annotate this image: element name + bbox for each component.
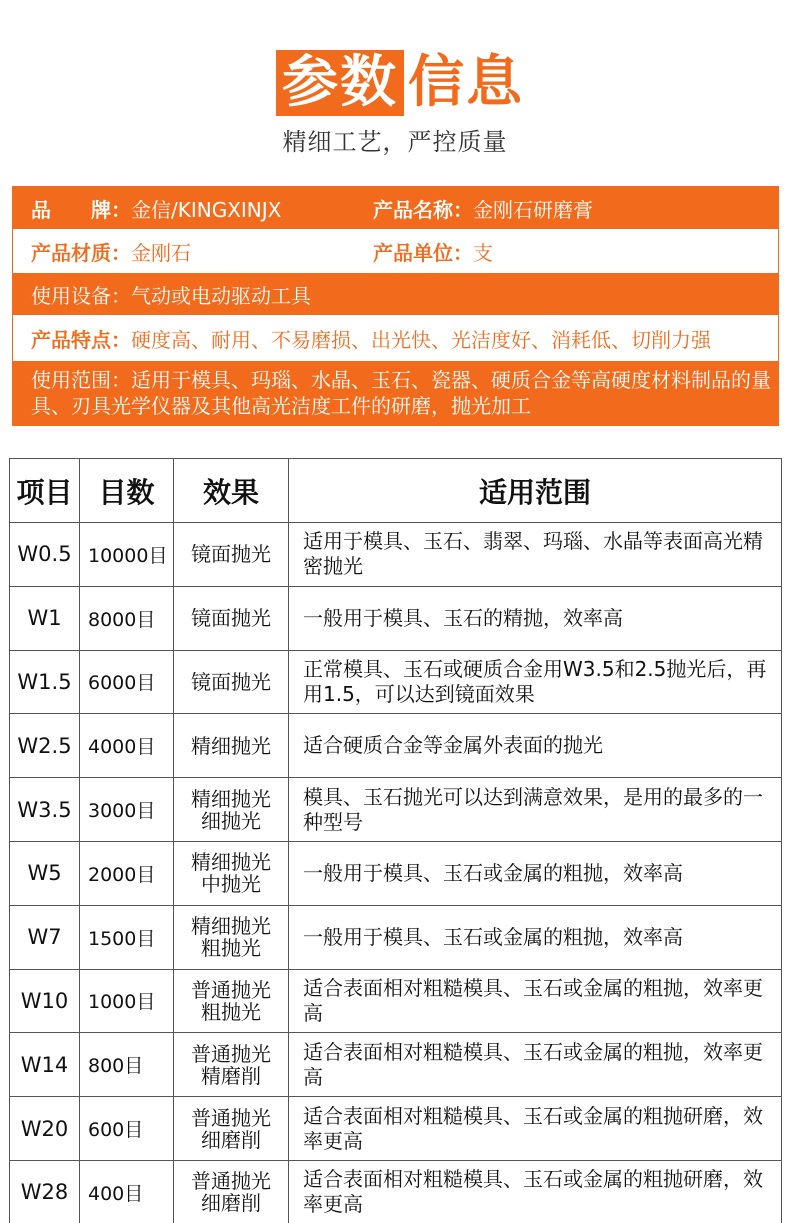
table-body xyxy=(10,523,782,1223)
table-row xyxy=(10,905,782,969)
cell-effect xyxy=(174,841,289,905)
header-effect: 效果 xyxy=(174,459,289,523)
spec-table xyxy=(9,458,782,1223)
cell-item: W20 xyxy=(10,1097,80,1161)
info-row-scope xyxy=(13,361,778,426)
cell-scope: 适合表面相对粗糙模具、玉石或金属的粗抛研磨，效率更高 xyxy=(289,1097,782,1161)
cell-effect xyxy=(174,1033,289,1097)
cell-scope: 适合表面相对粗糙模具、玉石或金属的粗抛研磨，效率更高 xyxy=(289,1160,782,1223)
page-title xyxy=(0,50,790,116)
effect-line: 镜面抛光 xyxy=(191,542,271,567)
cell-mesh: 8000目 xyxy=(80,586,174,650)
cell-mesh: 2000目 xyxy=(80,841,174,905)
info-row-material xyxy=(13,229,778,273)
effect-line: 精细抛光 xyxy=(191,850,271,875)
table-header-row xyxy=(10,459,782,523)
info-row-features xyxy=(13,315,778,361)
cell-scope: 适合表面相对粗糙模具、玉石或金属的粗抛，效率更高 xyxy=(289,969,782,1033)
table-row xyxy=(10,1097,782,1161)
effect-line: 精细抛光 xyxy=(191,914,271,939)
effect-line: 精磨削 xyxy=(201,1063,261,1088)
table-row xyxy=(10,523,782,587)
header-item: 项目 xyxy=(10,459,80,523)
table-row xyxy=(10,1160,782,1223)
cell-effect xyxy=(174,778,289,842)
cell-item: W14 xyxy=(10,1033,80,1097)
cell-mesh: 400目 xyxy=(80,1160,174,1223)
cell-scope: 一般用于模具、玉石或金属的粗抛，效率高 xyxy=(289,905,782,969)
effect-line: 粗抛光 xyxy=(201,999,261,1024)
cell-mesh: 4000目 xyxy=(80,714,174,778)
cell-item: W5 xyxy=(10,841,80,905)
cell-effect xyxy=(174,714,289,778)
cell-scope: 一般用于模具、玉石的精抛，效率高 xyxy=(289,586,782,650)
info-row-brand xyxy=(13,187,778,229)
cell-item: W0.5 xyxy=(10,523,80,587)
material-value: 金刚石 xyxy=(131,240,191,265)
effect-line: 精细抛光 xyxy=(191,786,271,811)
cell-mesh: 10000目 xyxy=(80,523,174,587)
scope-label: 使用范围： xyxy=(31,368,131,392)
cell-effect xyxy=(174,905,289,969)
info-row-equipment xyxy=(13,273,778,315)
effect-line: 中抛光 xyxy=(201,872,261,897)
cell-item: W1 xyxy=(10,586,80,650)
cell-scope: 一般用于模具、玉石或金属的粗抛，效率高 xyxy=(289,841,782,905)
cell-scope: 适用于模具、玉石、翡翠、玛瑙、水晶等表面高光精密抛光 xyxy=(289,523,782,587)
product-name-value: 金刚石研磨膏 xyxy=(473,197,593,222)
brand-label: 品 牌： xyxy=(31,197,131,222)
cell-effect xyxy=(174,969,289,1033)
cell-mesh: 800目 xyxy=(80,1033,174,1097)
effect-line: 普通抛光 xyxy=(191,1169,271,1194)
table-row xyxy=(10,778,782,842)
cell-effect xyxy=(174,523,289,587)
equipment-value: 气动或电动驱动工具 xyxy=(131,283,311,308)
table-row xyxy=(10,714,782,778)
scope-value: 适用于模具、玛瑙、水晶、玉石、瓷器、硬质合金等高硬度材料制品的量具、刃具光学仪器及其他高光洁度工件的研磨，抛光加工 xyxy=(31,368,771,418)
effect-line: 镜面抛光 xyxy=(191,669,271,694)
title-highlight-text: 参数 xyxy=(282,50,398,115)
header-mesh: 目数 xyxy=(80,459,174,523)
cell-scope: 适合表面相对粗糙模具、玉石或金属的粗抛，效率更高 xyxy=(289,1033,782,1097)
unit-label: 产品单位： xyxy=(373,240,473,265)
effect-line: 普通抛光 xyxy=(191,1105,271,1130)
cell-mesh: 3000目 xyxy=(80,778,174,842)
brand-value: 金信/KINGXINJX xyxy=(131,197,282,222)
cell-effect xyxy=(174,1160,289,1223)
material-label: 产品材质： xyxy=(31,240,131,265)
effect-line: 细磨削 xyxy=(201,1191,261,1216)
cell-mesh: 6000目 xyxy=(80,650,174,714)
effect-line: 普通抛光 xyxy=(191,977,271,1002)
cell-item: W28 xyxy=(10,1160,80,1223)
cell-effect xyxy=(174,1097,289,1161)
product-info-panel xyxy=(12,186,779,426)
title-rest-text: 信息 xyxy=(408,50,524,115)
features-value: 硬度高、耐用、不易磨损、出光快、光洁度好、消耗低、切削力强 xyxy=(131,327,711,352)
cell-effect xyxy=(174,650,289,714)
effect-line: 粗抛光 xyxy=(201,936,261,961)
page-subtitle: 精细工艺，严控质量 xyxy=(282,128,508,156)
effect-line: 细磨削 xyxy=(201,1127,261,1152)
unit-value: 支 xyxy=(473,240,493,265)
table-row xyxy=(10,1033,782,1097)
cell-scope: 模具、玉石抛光可以达到满意效果，是用的最多的一种型号 xyxy=(289,778,782,842)
cell-mesh: 1500目 xyxy=(80,905,174,969)
cell-item: W7 xyxy=(10,905,80,969)
product-name-label: 产品名称： xyxy=(373,197,473,222)
header-scope: 适用范围 xyxy=(289,459,782,523)
effect-line: 精细抛光 xyxy=(191,733,271,758)
table-row xyxy=(10,650,782,714)
cell-item: W3.5 xyxy=(10,778,80,842)
equipment-label: 使用设备： xyxy=(31,283,131,308)
cell-mesh: 1000目 xyxy=(80,969,174,1033)
cell-scope: 适合硬质合金等金属外表面的抛光 xyxy=(289,714,782,778)
cell-effect xyxy=(174,586,289,650)
effect-line: 镜面抛光 xyxy=(191,606,271,631)
cell-scope: 正常模具、玉石或硬质合金用W3.5和2.5抛光后，再用1.5，可以达到镜面效果 xyxy=(289,650,782,714)
table-row xyxy=(10,841,782,905)
effect-line: 普通抛光 xyxy=(191,1041,271,1066)
cell-mesh: 600目 xyxy=(80,1097,174,1161)
effect-line: 细抛光 xyxy=(201,808,261,833)
features-label: 产品特点： xyxy=(31,327,131,352)
table-row xyxy=(10,969,782,1033)
table-row xyxy=(10,586,782,650)
cell-item: W1.5 xyxy=(10,650,80,714)
cell-item: W10 xyxy=(10,969,80,1033)
cell-item: W2.5 xyxy=(10,714,80,778)
